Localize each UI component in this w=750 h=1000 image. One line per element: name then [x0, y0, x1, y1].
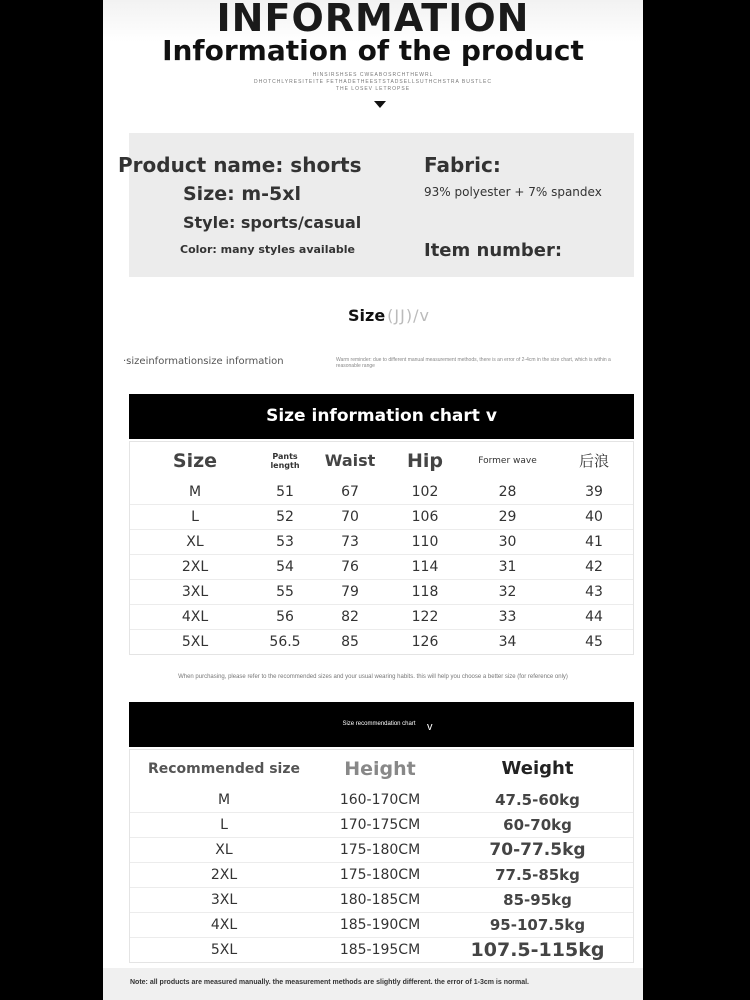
size-chart-cell: 56.5 — [269, 634, 301, 650]
tiny-text-line: DHOTCHLYRESITEITE FETHADETHEESTSTADSELLSUTHCHSTRA BUSTLEC — [254, 79, 492, 85]
recommend-chart-cell: 2XL — [210, 867, 238, 883]
size-chart-cell: L — [191, 509, 199, 525]
warm-reminder-note: Warm reminder: due to different manual measurement methods, there is an error of 2-4cm in the size chart, which is within a reasonable range — [336, 357, 611, 369]
table-row — [130, 554, 633, 579]
size-chart-cell: 54 — [276, 559, 294, 575]
recommend-chart-cell: 4XL — [210, 917, 238, 933]
product-size: Size: m-5xl — [183, 183, 302, 205]
table-row — [130, 937, 633, 962]
table-row — [130, 887, 633, 912]
item-number-label: Item number: — [424, 240, 563, 261]
recommend-chart-cell: 70-77.5kg — [489, 840, 586, 860]
size-chart-cell: 126 — [411, 634, 439, 650]
recommend-chart-cell: M — [217, 791, 231, 808]
size-chart-cell: 114 — [411, 559, 439, 575]
recommend-chart-cell: 180-185CM — [339, 892, 421, 908]
recommend-chart-cell: 3XL — [210, 892, 238, 908]
size-chart-cell: 29 — [498, 509, 517, 525]
size-chart-cell: 56 — [276, 609, 294, 625]
size-chart-cell: 2XL — [181, 559, 209, 575]
size-chart-cell: 82 — [341, 609, 359, 625]
purchase-note: When purchasing, please refer to the recommended sizes and your usual wearing habits. this will help you choose a better size (for reference only) — [178, 674, 568, 680]
recommend-chart-cell: 60-70kg — [503, 816, 572, 834]
table-row — [130, 812, 633, 837]
recommend-chart-cell: 175-180CM — [339, 842, 421, 858]
size-chart-cell: XL — [186, 534, 204, 550]
col-header-height: Height — [344, 757, 416, 780]
size-heading-blur: (JJ)/v — [387, 306, 430, 325]
size-chart-cell: 45 — [585, 634, 603, 650]
size-chart-cell: 5XL — [181, 634, 209, 650]
size-chart-cell: 4XL — [181, 609, 209, 625]
size-chart-cell: 79 — [341, 584, 359, 600]
fabric-value: 93% polyester + 7% spandex — [424, 185, 602, 199]
size-chart-cell: 110 — [411, 534, 439, 550]
size-chart-cell: 30 — [498, 534, 517, 550]
table-row — [130, 862, 633, 887]
tiny-text-line: THE LOSEV LETROPSE — [335, 86, 411, 92]
size-chart-cell: 85 — [341, 634, 359, 650]
col-header-back-wave: 后浪 — [578, 452, 609, 470]
size-chart-cell: 76 — [341, 559, 359, 575]
recommend-chart-cell: 77.5-85kg — [495, 866, 580, 884]
size-chart-cell: 53 — [276, 534, 294, 550]
table-row — [130, 837, 633, 862]
table-row — [130, 912, 633, 937]
size-chart-cell: 39 — [585, 483, 603, 500]
fabric-label: Fabric: — [424, 153, 501, 177]
recommend-chart-table — [129, 749, 634, 963]
recommend-chart-header-bar — [129, 702, 634, 747]
recommend-chart-cell: 5XL — [210, 942, 238, 958]
table-row — [130, 604, 633, 629]
footer-note: Note: all products are measured manually. the measurement methods are slightly different. the error of 1-3cm is normal. — [130, 979, 529, 986]
size-heading — [348, 306, 430, 325]
page-subtitle: Information of the product — [162, 34, 584, 67]
size-chart-cell: 31 — [498, 559, 517, 575]
col-header-weight: Weight — [501, 758, 574, 779]
recommend-chart-cell: 170-175CM — [339, 817, 421, 833]
size-chart-cell: 122 — [411, 609, 439, 625]
recommend-chart-body — [130, 787, 633, 962]
size-chart-cell: 43 — [585, 584, 603, 600]
size-chart-cell: 42 — [585, 559, 603, 575]
size-chart-cell: 67 — [341, 483, 359, 500]
product-color: Color: many styles available — [180, 243, 355, 256]
recommend-chart-cell: L — [220, 817, 228, 833]
recommend-chart-title: Size recommendation chart — [342, 721, 416, 727]
col-header-pants-length: Pants length — [270, 451, 300, 470]
size-chart-cell: 28 — [498, 483, 517, 500]
size-chart-header-bar — [129, 394, 634, 439]
recommend-chart-header-row — [130, 750, 633, 787]
size-chart-cell: 51 — [276, 483, 294, 500]
page-title: INFORMATION — [216, 0, 530, 40]
size-chart-cell: 55 — [276, 584, 294, 600]
size-chart-cell: 40 — [585, 509, 603, 525]
recommend-chart-cell: 95-107.5kg — [489, 916, 586, 934]
recommend-chart-cell: 85-95kg — [503, 891, 572, 909]
product-info-page — [103, 0, 643, 1000]
table-row — [130, 479, 633, 504]
size-heading-text: Size — [348, 306, 386, 325]
size-chart-cell: 106 — [411, 509, 439, 525]
size-chart-cell: 73 — [341, 534, 359, 550]
size-chart-cell: 70 — [341, 509, 359, 525]
recommend-chart-cell: 175-180CM — [339, 867, 421, 883]
col-header-former-wave: Former wave — [478, 455, 537, 466]
size-chart-header-row — [130, 442, 633, 479]
down-triangle-icon — [374, 101, 386, 108]
size-chart-cell: 41 — [585, 534, 603, 550]
size-chart-cell: 102 — [411, 483, 439, 500]
table-row — [130, 504, 633, 529]
size-chart-cell: 44 — [585, 609, 603, 625]
col-header-recommended-size: Recommended size — [147, 760, 301, 777]
recommend-chart-cell: 185-195CM — [339, 942, 421, 958]
size-information-label: ·sizeinformationsize information — [123, 356, 284, 367]
recommend-chart-cell: 47.5-60kg — [495, 790, 580, 809]
table-row — [130, 787, 633, 812]
recommend-chart-cell: 160-170CM — [339, 791, 421, 808]
table-row — [130, 629, 633, 654]
size-chart-cell: 32 — [498, 584, 517, 600]
recommend-chart-cell: XL — [215, 842, 233, 858]
tiny-text-line: HINSIRSHSES CWEABOSRCHTHEWRL — [312, 72, 434, 78]
size-chart-cell: 34 — [498, 634, 517, 650]
table-row — [130, 529, 633, 554]
recommend-chart-cell: 185-190CM — [339, 917, 421, 933]
size-chart-body — [130, 479, 633, 654]
size-chart-cell: 3XL — [181, 584, 209, 600]
col-header-size: Size — [172, 449, 218, 472]
col-header-waist: Waist — [324, 451, 376, 470]
size-chart-cell: M — [188, 483, 202, 500]
table-row — [130, 579, 633, 604]
size-chart-table — [129, 441, 634, 655]
recommend-chart-cell: 107.5-115kg — [470, 939, 605, 961]
size-chart-title: Size information chart v — [266, 406, 497, 426]
col-header-hip: Hip — [406, 449, 443, 472]
size-chart-cell: 33 — [498, 609, 517, 625]
size-chart-cell: 118 — [411, 584, 439, 600]
size-chart-cell: 52 — [276, 509, 294, 525]
product-style: Style: sports/casual — [183, 213, 362, 232]
chevron-down-icon: v — [427, 721, 433, 733]
product-name: Product name: shorts — [118, 153, 362, 177]
